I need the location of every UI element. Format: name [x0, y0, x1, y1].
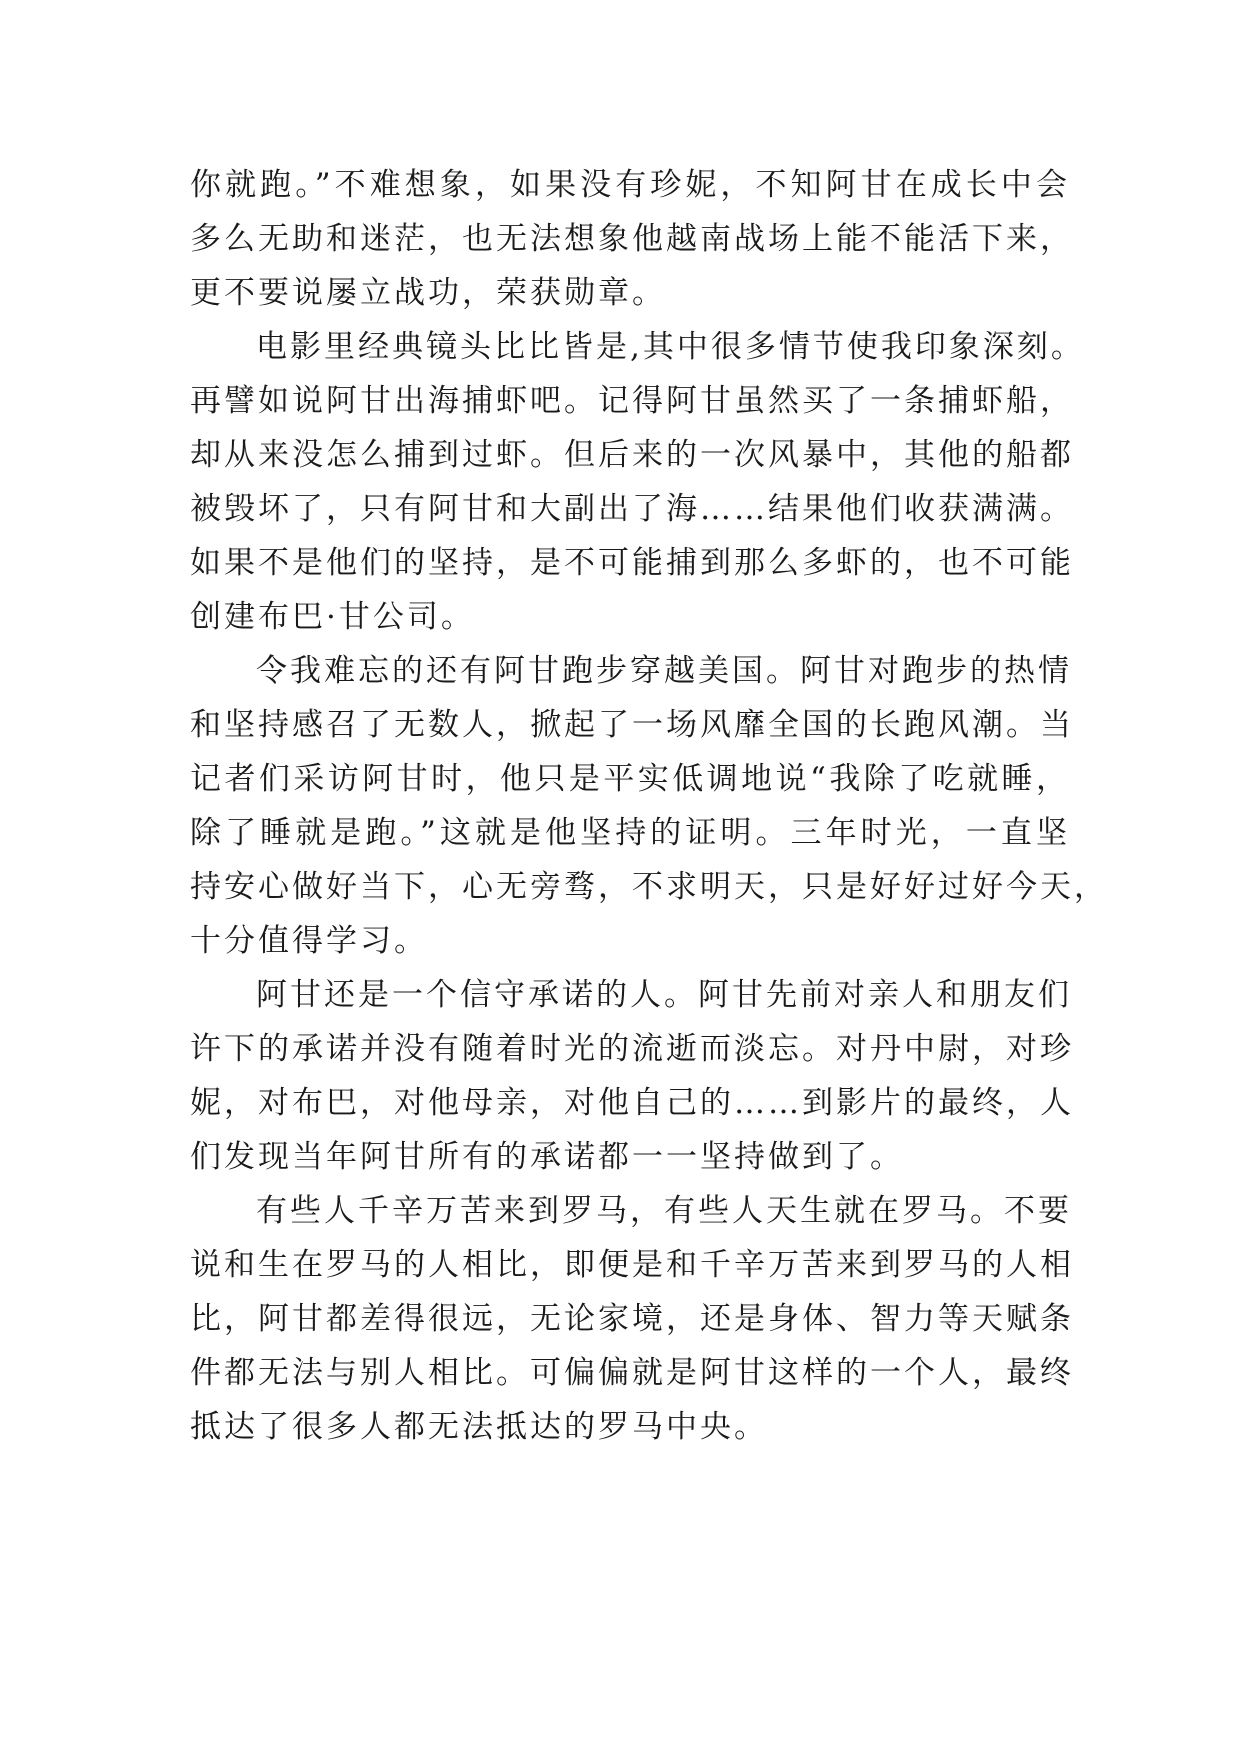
text-line: 有些人千辛万苦来到罗马，有些人天生就在罗马。不要 [256, 1193, 1072, 1229]
text-line: 们发现当年阿甘所有的承诺都一一坚持做到了。 [190, 1139, 904, 1175]
paragraph-5 [190, 1184, 1074, 1454]
text-line: 件都无法与别人相比。可偏偏就是阿甘这样的一个人，最终 [190, 1355, 1074, 1391]
text-line: 比，阿甘都差得很远，无论家境，还是身体、智力等天赋条 [190, 1301, 1074, 1337]
paragraph-3 [190, 644, 1108, 968]
text-line: 十分值得学习。 [190, 923, 428, 959]
text-line: 你就跑。”不难想象，如果没有珍妮，不知阿甘在成长中会 [190, 167, 1070, 203]
text-line: 创建布巴·甘公司。 [190, 599, 475, 635]
text-line: 被毁坏了，只有阿甘和大副出了海……结果他们收获满满。 [190, 491, 1074, 527]
text-line: 和坚持感召了无数人，掀起了一场风靡全国的长跑风潮。当 [190, 707, 1074, 743]
text-line: 更不要说屡立战功，荣获勋章。 [190, 275, 666, 311]
paragraph-2 [190, 320, 1085, 644]
text-line: 电影里经典镜头比比皆是,其中很多情节使我印象深刻。 [256, 329, 1085, 365]
text-line: 除了睡就是跑。”这就是他坚持的证明。三年时光，一直坚 [190, 815, 1070, 851]
text-line: 令我难忘的还有阿甘跑步穿越美国。阿甘对跑步的热情 [256, 653, 1072, 689]
text-line: 多么无助和迷茫，也无法想象他越南战场上能不能活下来， [190, 221, 1074, 257]
text-line: 阿甘还是一个信守承诺的人。阿甘先前对亲人和朋友们 [256, 977, 1072, 1013]
text-line: 妮，对布巴，对他母亲，对他自己的……到影片的最终，人 [190, 1085, 1074, 1121]
text-line: 抵达了很多人都无法抵达的罗马中央。 [190, 1409, 768, 1445]
paragraph-4 [190, 968, 1074, 1184]
text-line: 如果不是他们的坚持，是不可能捕到那么多虾的，也不可能 [190, 545, 1074, 581]
paragraph-1 [190, 158, 1074, 320]
text-line: 持安心做好当下，心无旁骛，不求明天，只是好好过好今天， [190, 869, 1108, 905]
text-line: 许下的承诺并没有随着时光的流逝而淡忘。对丹中尉，对珍 [190, 1031, 1074, 1067]
document-body [190, 158, 1108, 1454]
text-line: 再譬如说阿甘出海捕虾吧。记得阿甘虽然买了一条捕虾船， [190, 383, 1074, 419]
text-line: 说和生在罗马的人相比，即便是和千辛万苦来到罗马的人相 [190, 1247, 1074, 1283]
text-line: 记者们采访阿甘时，他只是平实低调地说“我除了吃就睡， [190, 761, 1070, 797]
text-line: 却从来没怎么捕到过虾。但后来的一次风暴中，其他的船都 [190, 437, 1074, 473]
